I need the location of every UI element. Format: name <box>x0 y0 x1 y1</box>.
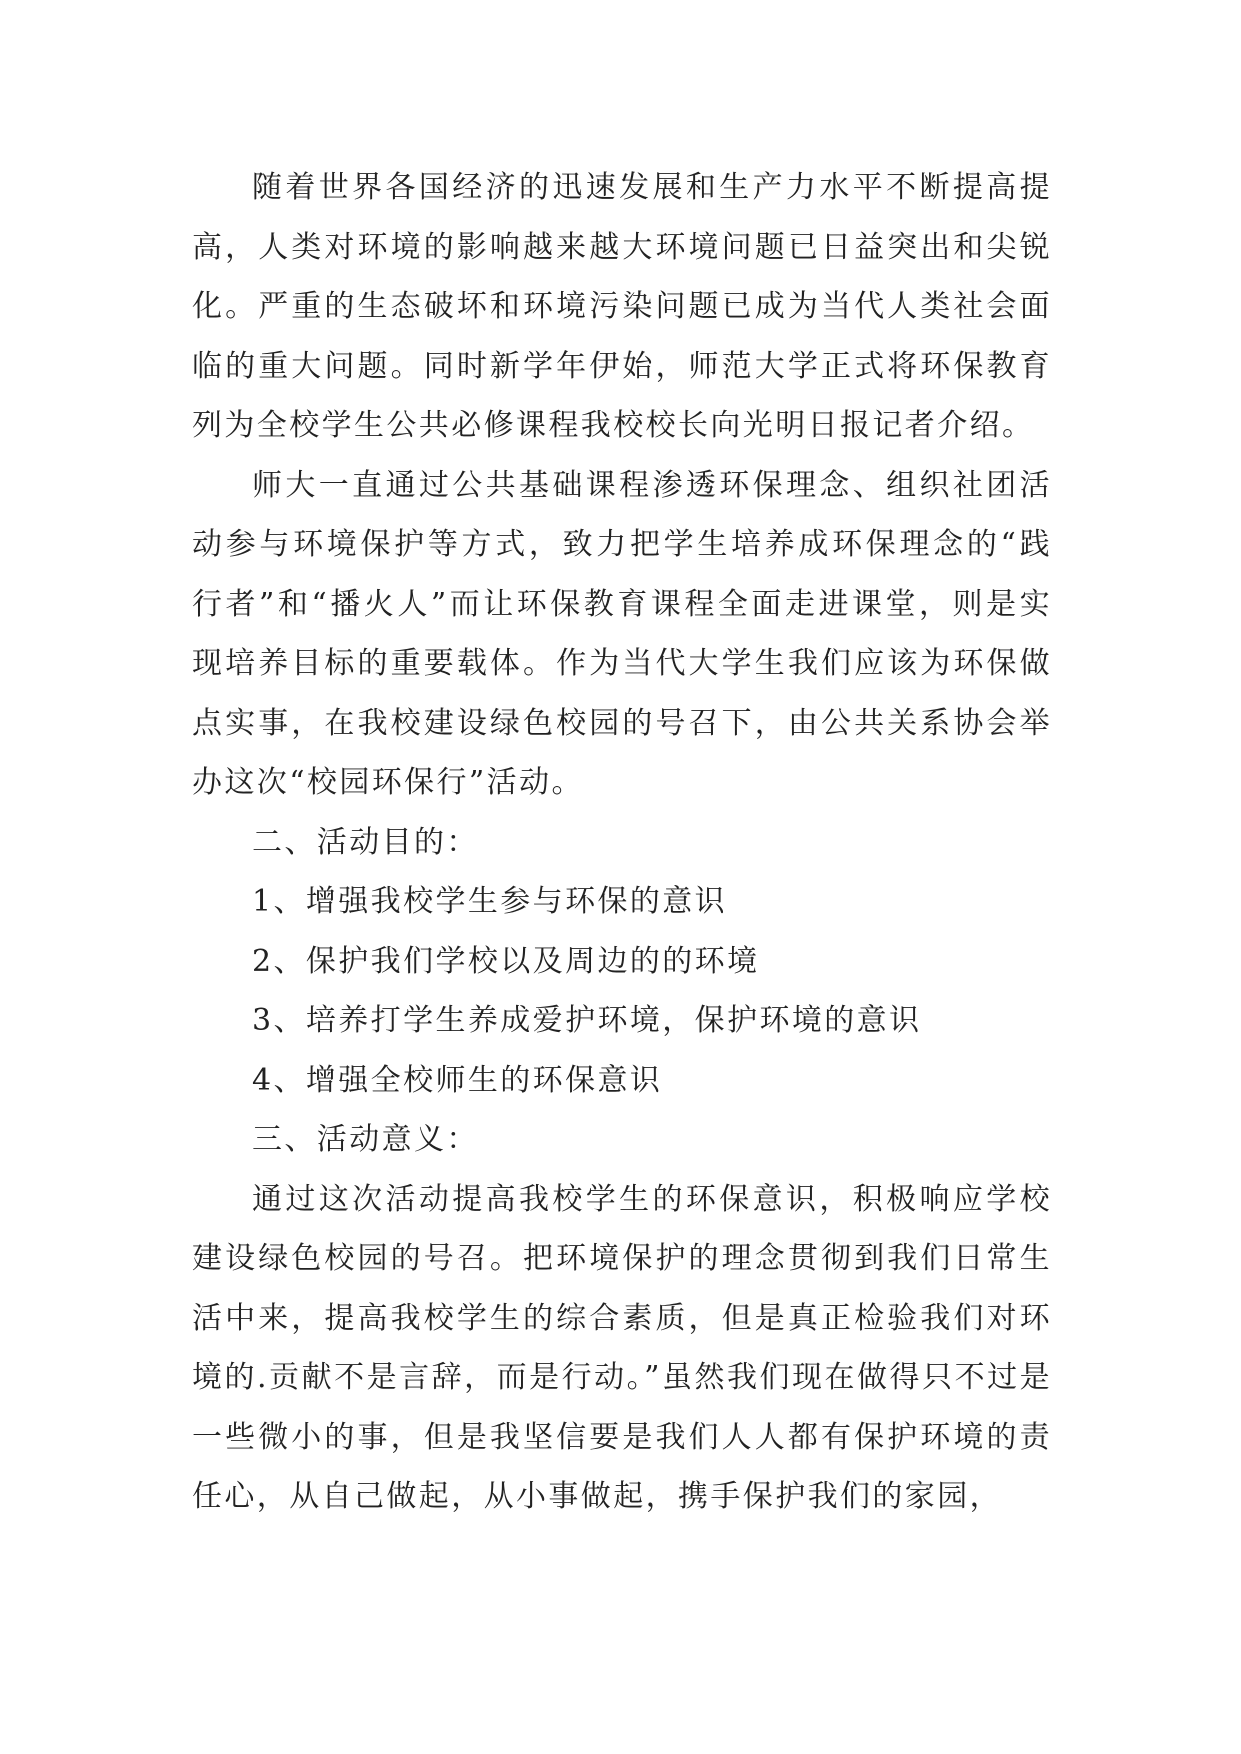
heading-activity-significance: 三、活动意义： <box>252 1122 479 1157</box>
document-body <box>192 158 1052 1527</box>
paragraph-background: 随着世界各国经济的迅速发展和生产力水平不断提高提高，人类对环境的影响越来越大环境问题已日益突出和尖锐化。严重的生态破坏和环境污染问题已成为当代人类社会面临的重大问题。同时新学年伊始，师范大学正式将环保教育列为全校学生公共必修课程我校校长向光明日报记者介绍。 <box>192 170 1052 443</box>
purpose-item-3: 3、培养打学生养成爱护环境，保护环境的意识 <box>252 1003 922 1038</box>
purpose-item-1: 1、增强我校学生参与环保的意识 <box>252 884 728 919</box>
paragraph-program-intro: 师大一直通过公共基础课程渗透环保理念、组织社团活动参与环境保护等方式，致力把学生培养成环保理念的“践行者”和“播火人”而让环保教育课程全面走进课堂，则是实现培养目标的重要载体。作为当代大学生我们应该为环保做点实事，在我校建设绿色校园的号召下，由公共关系协会举办这次“校园环保行”活动。 <box>192 467 1052 800</box>
purpose-item-4: 4、增强全校师生的环保意识 <box>252 1062 663 1098</box>
heading-activity-purpose: 二、活动目的： <box>252 824 479 860</box>
purpose-item-2: 2、保护我们学校以及周边的的环境 <box>252 943 760 979</box>
paragraph-significance: 通过这次活动提高我校学生的环保意识，积极响应学校建设绿色校园的号召。把环境保护的理念贯彻到我们日常生活中来，提高我校学生的综合素质，但是真正检验我们对环境的.贡献不是言辞，而是行动。”虽然我们现在做得只不过是一些微小的事，但是我坚信要是我们人人都有保护环境的责任心，从自己做起，从小事做起，携手保护我们的家园， <box>192 1181 1052 1514</box>
